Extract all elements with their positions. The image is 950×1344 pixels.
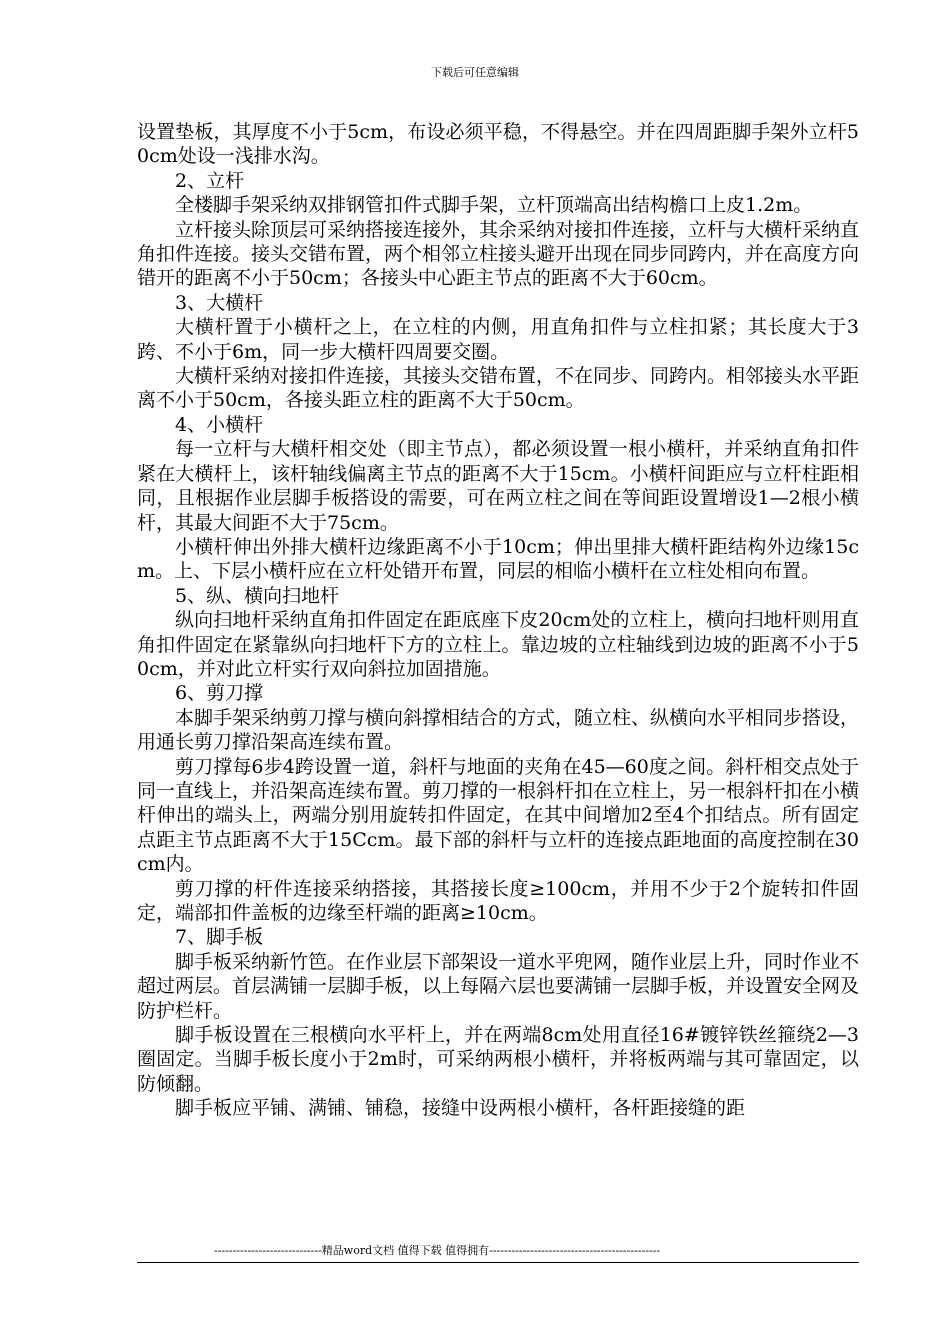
paragraph: 脚手板应平铺、满铺、铺稳，接缝中设两根小横杆，各杆距接缝的距 — [175, 1097, 746, 1120]
paragraph: 设置垫板，其厚度不小于5cm，布设必须平稳，不得悬空。并在四周距脚手架外立杆50cm处设一浅排水沟。 — [137, 121, 859, 168]
paragraph: 大横杆采纳对接扣件连接，其接头交错布置，不在同步、同跨内。相邻接头水平距离不小于50cm，各接头距立柱的距离不大于50cm。 — [137, 365, 860, 412]
page-footer: -----------------------------精品word文档 值得下载 值得拥有---------------------------------------------- — [214, 1244, 661, 1257]
paragraph: 5、纵、横向扫地杆 — [175, 584, 340, 607]
footer-divider — [137, 1262, 859, 1263]
paragraph: 每一立杆与大横杆相交处（即主节点），都必须设置一根小横杆，并采纳直角扣件紧在大横杆上，该杆轴线偏离主节点的距离不大于15cm。小横杆间距应与立杆柱距相同，且根据作业层脚手板搭设的需要，可在两立柱之间在等间距设置增设1—2根小横杆，其最大间距不大于75cm。 — [137, 438, 859, 534]
paragraph: 脚手板采纳新竹笆。在作业层下部架设一道水平兜网，随作业层上升，同时作业不超过两层。首层满铺一层脚手板，以上每隔六层也要满铺一层脚手板，并设置安全网及防护栏杆。 — [137, 950, 860, 1022]
paragraph: 6、剪刀撑 — [175, 682, 264, 705]
paragraph: 7、脚手板 — [175, 926, 264, 949]
paragraph: 剪刀撑的杆件连接采纳搭接，其搭接长度≥100cm，并用不少于2个旋转扣件固定，端部扣件盖板的边缘至杆端的距离≥10cm。 — [137, 877, 859, 924]
page-header: 下载后可任意编辑 — [431, 66, 519, 79]
paragraph: 剪刀撑每6步4跨设置一道，斜杆与地面的夹角在45—60度之间。斜杆相交点处于同一直线上，并沿架高连续布置。剪刀撑的一根斜杆扣在立柱上，另一根斜杆扣在小横杆伸出的端头上，两端分别用旋转扣件固定，在其中间增加2至4个扣结点。所有固定点距主节点距离不大于15Ccm。最下部的斜杆与立杆的连接点距地面的高度控制在30cm内。 — [137, 755, 860, 876]
paragraph: 3、大横杆 — [175, 291, 264, 314]
paragraph: 大横杆置于小横杆之上，在立柱的内侧，用直角扣件与立柱扣紧；其长度大于3跨、不小于6m，同一步大横杆四周要交圈。 — [137, 316, 859, 363]
paragraph: 小横杆伸出外排大横杆边缘距离不小于10cm；伸出里排大横杆距结构外边缘15cm。上、下层小横杆应在立杆处错开布置，同层的相临小横杆在立柱处相向布置。 — [137, 535, 859, 583]
paragraph: 4、小横杆 — [175, 413, 264, 436]
paragraph: 立杆接头除顶层可采纳搭接连接外，其余采纳对接扣件连接，立杆与大横杆采纳直角扣件连接。接头交错布置，两个相邻立柱接头避开出现在同步同跨内，并在高度方向错开的距离不小于50cm；各接头中心距主节点的距离不大于60cm。 — [137, 218, 860, 290]
paragraph: 本脚手架采纳剪刀撑与横向斜撑相结合的方式，随立柱、纵横向水平相同步搭设，用通长剪刀撑沿架高连续布置。 — [137, 706, 860, 754]
paragraph: 纵向扫地杆采纳直角扣件固定在距底座下皮20cm处的立柱上，横向扫地杆则用直角扣件固定在紧靠纵向扫地杆下方的立柱上。靠边坡的立柱轴线到边坡的距离不小于50cm，并对此立杆实行双向斜拉加固措施。 — [137, 609, 859, 680]
document-body — [137, 120, 859, 1121]
paragraph: 脚手板设置在三根横向水平杆上，并在两端8cm处用直径16#镀锌铁丝箍绕2—3圈固定。当脚手板长度小于2m时，可采纳两根小横杆，并将板两端与其可靠固定，以防倾翻。 — [137, 1024, 859, 1095]
paragraph: 全楼脚手架采纳双排钢管扣件式脚手架，立杆顶端高出结构檐口上皮1.2m。 — [175, 194, 813, 217]
paragraph: 2、立杆 — [175, 169, 245, 192]
